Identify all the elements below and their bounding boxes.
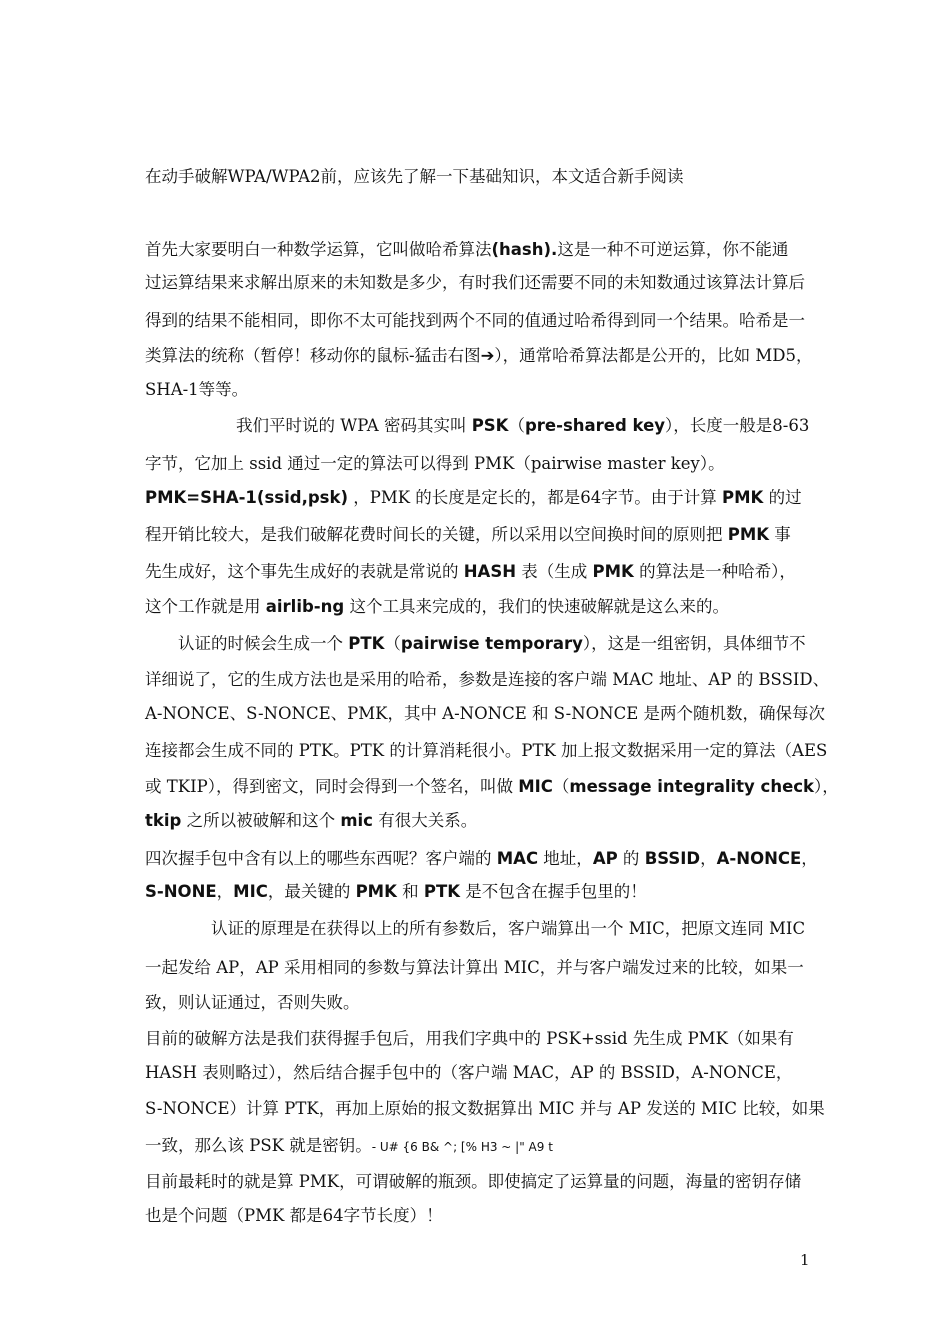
p4-line1: 四次握手包中含有以上的哪些东西呢？客户端的 MAC 地址，AP 的 BSSID，A-NONCE， [145,849,818,868]
p2-line5: 先生成好，这个事先生成好的表就是常说的 HASH 表（生成 PMK 的算法是一种哈希）， [145,562,796,581]
p5-line2: 一起发给 AP，AP 采用相同的参数与算法计算出 MIC，并与客户端发过来的比较，如果一 [145,958,804,977]
p2-line1: 我们平时说的 WPA 密码其实叫 PSK（pre-shared key），长度一般是8-63 [236,416,810,435]
p5-line3: 致，则认证通过，否则失败。 [145,993,360,1012]
p3-line3: A-NONCE、S-NONCE、PMK，其中 A-NONCE 和 S-NONCE 是两个随机数，确保每次 [145,704,826,723]
p2-line4: 程开销比较大，是我们破解花费时间长的关键，所以采用以空间换时间的原则把 PMK 事 [145,525,791,544]
p6-line4: 一致，那么该 PSK 就是密钥。- U# {6 B& ^; [% H3 ~ |" A9 t [145,1136,553,1155]
p3-line2: 详细说了，它的生成方法也是采用的哈希，参数是连接的客户端 MAC 地址、AP 的 BSSID、 [145,670,830,689]
intro-line: 在动手破解WPA/WPA2前，应该先了解一下基础知识，本文适合新手阅读 [145,167,684,186]
p2-line6: 这个工作就是用 airlib-ng 这个工具来完成的，我们的快速破解就是这么来的。 [145,597,729,616]
p1-line1: 首先大家要明白一种数学运算，它叫做哈希算法(hash).这是一种不可逆运算，你不能通 [145,240,789,259]
p6-line2: HASH 表则略过），然后结合握手包中的（客户端 MAC，AP 的 BSSID，A-NONCE， [145,1063,793,1082]
p3-line5: 或 TKIP），得到密文，同时会得到一个签名，叫做 MIC（message integrality check）， [145,777,839,796]
p3-line1: 认证的时候会生成一个 PTK（pairwise temporary），这是一组密钥，具体细节不 [178,634,806,653]
p1-line2: 过运算结果来求解出原来的未知数是多少，有时我们还需要不同的未知数通过该算法计算后 [145,273,805,292]
page-number: 1 [800,1251,810,1269]
p6-line1: 目前的破解方法是我们获得握手包后，用我们字典中的 PSK+ssid 先生成 PMK（如果有 [145,1029,794,1048]
p6-line3: S-NONCE）计算 PTK，再加上原始的报文数据算出 MIC 并与 AP 发送的 MIC 比较，如果 [145,1099,825,1118]
p1-line5: SHA-1等等。 [145,380,249,399]
p7-line2: 也是个问题（PMK 都是64字节长度）！ [145,1206,443,1225]
p5-line1: 认证的原理是在获得以上的所有参数后，客户端算出一个 MIC，把原文连同 MIC [211,919,806,938]
p3-line4: 连接都会生成不同的 PTK。PTK 的计算消耗很小。PTK 加上报文数据采用一定的算法（AES [145,741,828,760]
p1-line3: 得到的结果不能相同，即你不太可能找到两个不同的值通过哈希得到同一个结果。哈希是一 [145,311,805,330]
p3-line6: tkip 之所以被破解和这个 mic 有很大关系。 [145,811,478,830]
p1-line4: 类算法的统称（暂停！移动你的鼠标-猛击右图➔），通常哈希算法都是公开的，比如 MD5， [145,346,813,365]
p4-line2: S-NONE，MIC，最关键的 PMK 和 PTK 是不包含在握手包里的！ [145,882,647,901]
p2-line2: 字节，它加上 ssid 通过一定的算法可以得到 PMK（pairwise master key）。 [145,454,725,473]
p2-line3: PMK=SHA-1(ssid,psk) ，PMK 的长度是定长的，都是64字节。由于计算 PMK 的过 [145,488,802,507]
p7-line1: 目前最耗时的就是算 PMK，可谓破解的瓶颈。即使搞定了运算量的问题，海量的密钥存储 [145,1172,802,1191]
